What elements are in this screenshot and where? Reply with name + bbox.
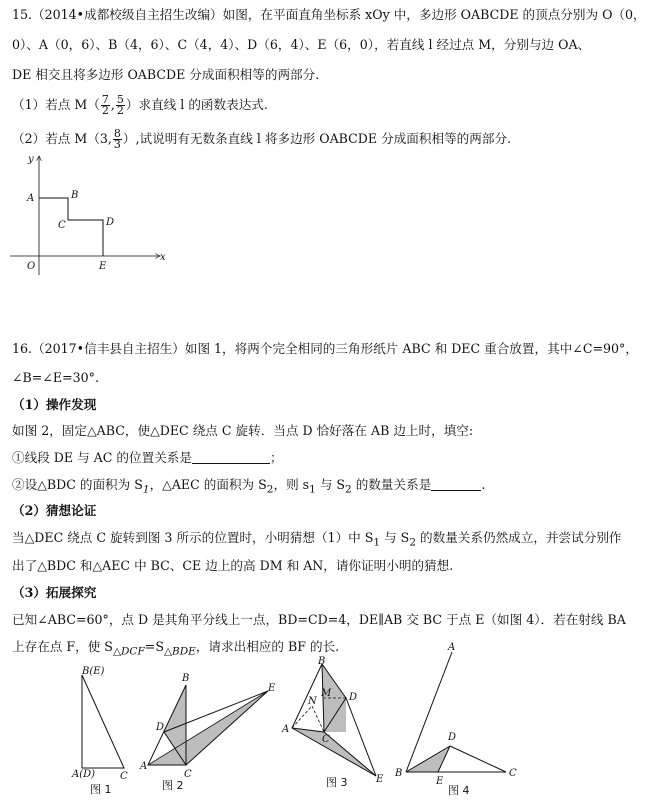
p15-line2: 0）、A（0，6）、B（4，6）、C（4，4）、D（6，4）、E（6，0），若直线 l 经过点 M，分别与边 OA、 [12, 37, 591, 52]
fig3-label-A: A [282, 724, 290, 735]
label-O: O [27, 261, 36, 272]
fig2-label-B: B [182, 673, 190, 684]
p16-text3a: 已知∠ABC=60°，点 D 是其角平分线上一点，BD=CD=4，DE∥AB 交 BC 于点 E（如图 4）．若在射线 BA [12, 612, 626, 627]
fig4-line-dc [450, 746, 506, 772]
fig3-height-an [292, 706, 312, 728]
fig4-caption: 图 4 [448, 784, 470, 797]
figure-3 [282, 658, 392, 808]
fig2-label-D: D [156, 722, 165, 733]
fig3-label-D: D [349, 692, 358, 703]
answer-blank-2[interactable] [431, 476, 481, 491]
label-A: A [27, 193, 35, 204]
label-B: B [71, 190, 79, 201]
fig4-label-A: A [448, 642, 456, 653]
p16-text1: 如图 2，固定△ABC，使△DEC 绕点 C 旋转．当点 D 恰好落在 AB 边上时，填空: [12, 423, 474, 438]
fraction-7-2: $\frac{7}{2}$ [101, 93, 109, 117]
p16-line1: 16.（2017•信丰县自主招生）如图 1，将两个完全相同的三角形纸片 ABC 和 DEC 重合放置，其中∠C=90°， [12, 341, 638, 356]
p15-line1: 15.（2014•成都校级自主招生改编）如图，在平面直角坐标系 xOy 中，多边形 OABCDE 的顶点分别为 O（0， [12, 7, 646, 22]
fig3-extension [312, 706, 324, 732]
fig1-triangle [82, 675, 124, 768]
fig3-label-N: N [308, 696, 317, 707]
label-E: E [99, 261, 107, 272]
x-label: x [160, 252, 166, 263]
fig2-caption: 图 2 [162, 779, 184, 792]
fig4-label-C: C [509, 768, 517, 779]
fig3-label-B: B [318, 656, 326, 667]
fig4-label-E: E [436, 776, 444, 787]
fig3-label-C: C [322, 734, 330, 745]
p15-question2: （2）若点 M（3, $\frac{8}{3}$ ）,试说明有无数条直线 l 将多边形 OABCDE 分成面积相等的两部分. [12, 127, 512, 151]
fig1-label-BE: B(E) [82, 666, 105, 677]
fig1-caption: 图 1 [90, 783, 112, 796]
fig3-label-E: E [376, 774, 384, 785]
p16-question1: ①线段 DE 与 AC 的位置关系是 ； [12, 450, 283, 465]
figure-1 [70, 665, 150, 805]
fig2-label-C: C [184, 769, 192, 780]
polygon-outline [39, 198, 103, 256]
fraction-8-3: $\frac{8}{3}$ [113, 127, 121, 151]
p16-heading3: （3）拓展探究 [12, 585, 97, 600]
p15-coordinate-figure [0, 150, 200, 280]
fig3-line-ae [292, 728, 376, 776]
fig4-label-B: B [395, 768, 403, 779]
fraction-5-2: $\frac{5}{2}$ [116, 93, 124, 117]
label-D: D [106, 217, 115, 228]
fig3-caption: 图 3 [326, 776, 348, 789]
figure-4 [392, 642, 522, 808]
p16-text2b: 出了△BDC 和△AEC 中 BC、CE 边上的高 DM 和 AN，请你证明小明的猜想. [12, 558, 454, 573]
p16-text3b: 上存在点 F，使 $S_{\triangle DCF}=S_{\triangle BDE}$，请求出相应的 BF 的长. [12, 639, 340, 658]
p16-heading1: （1）操作发现 [12, 397, 97, 412]
fig1-label-AD: A(D) [72, 769, 96, 780]
p16-question2: ②设△BDC 的面积为 $S_1$，△AEC 的面积为 $S_2$，则 $s_1$ 与 $S_2$ 的数量关系是 . [12, 477, 486, 496]
fig1-label-C: C [120, 771, 128, 782]
answer-blank-1[interactable] [192, 449, 270, 464]
fig2-label-E: E [268, 683, 276, 694]
p16-text2a: 当△DEC 绕点 C 旋转到图 3 所示的位置时，小明猜想（1）中 $S_1$ 与 $S_2$ 的数量关系仍然成立，并尝试分别作 [12, 530, 622, 549]
label-C: C [58, 220, 66, 231]
p16-heading2: （2）猜想论证 [12, 503, 97, 518]
y-label: y [28, 154, 34, 165]
figure-2 [140, 665, 280, 805]
p15-line3: DE 相交且将多边形 OABCDE 分成面积相等的两部分. [12, 67, 320, 82]
fig2-label-A: A [140, 761, 148, 772]
p16-line2: ∠B=∠E=30°. [12, 370, 99, 385]
fig3-label-M: M [321, 688, 332, 699]
fig4-label-D: D [448, 732, 457, 743]
p15-question1: （1）若点 M（ $\frac{7}{2}$ , $\frac{5}{2}$ ）求直线 l 的函数表达式. [12, 93, 268, 117]
